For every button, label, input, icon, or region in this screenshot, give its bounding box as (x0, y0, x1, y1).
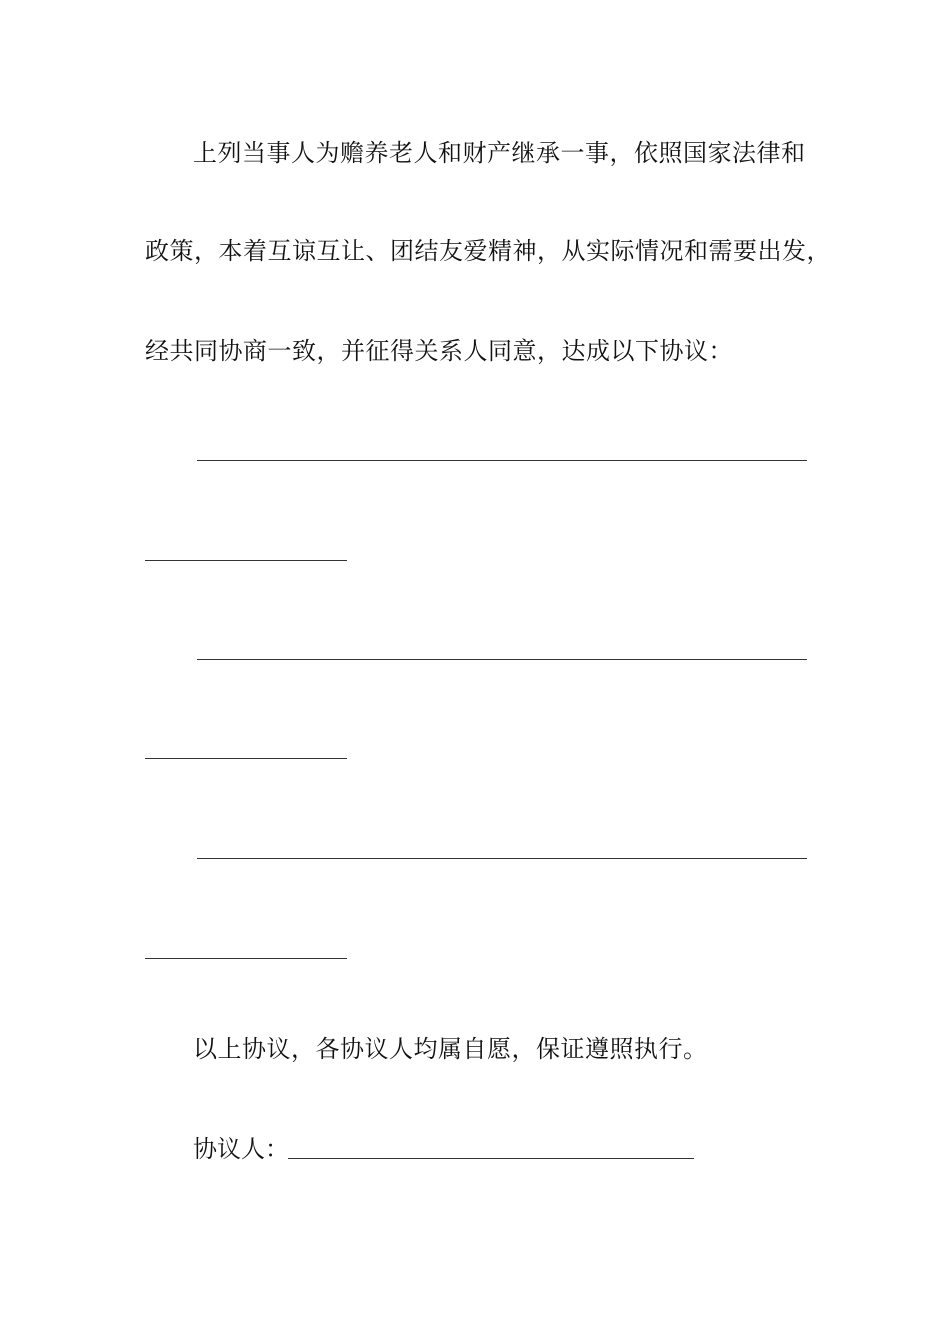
clause-3-blank-line-continuation[interactable] (145, 958, 347, 959)
clause-1-blank-line-continuation[interactable] (145, 560, 347, 561)
clause-2-blank-line-continuation[interactable] (145, 758, 347, 759)
signature-blank-line[interactable] (288, 1158, 694, 1159)
clause-1-blank-line[interactable] (197, 460, 807, 461)
clause-2-blank-line[interactable] (197, 659, 807, 660)
closing-statement: 以上协议，各协议人均属自愿，保证遵照执行。 (193, 1035, 708, 1063)
agreement-paragraph-line-1: 上列当事人为赡养老人和财产继承一事，依照国家法律和 (193, 139, 806, 167)
clause-3-blank-line[interactable] (197, 858, 807, 859)
signature-label: 协议人： (193, 1135, 289, 1163)
agreement-paragraph-line-3: 经共同协商一致，并征得关系人同意，达成以下协议： (145, 337, 733, 365)
agreement-paragraph-line-2: 政策，本着互谅互让、团结友爱精神，从实际情况和需要出发， (145, 237, 831, 265)
